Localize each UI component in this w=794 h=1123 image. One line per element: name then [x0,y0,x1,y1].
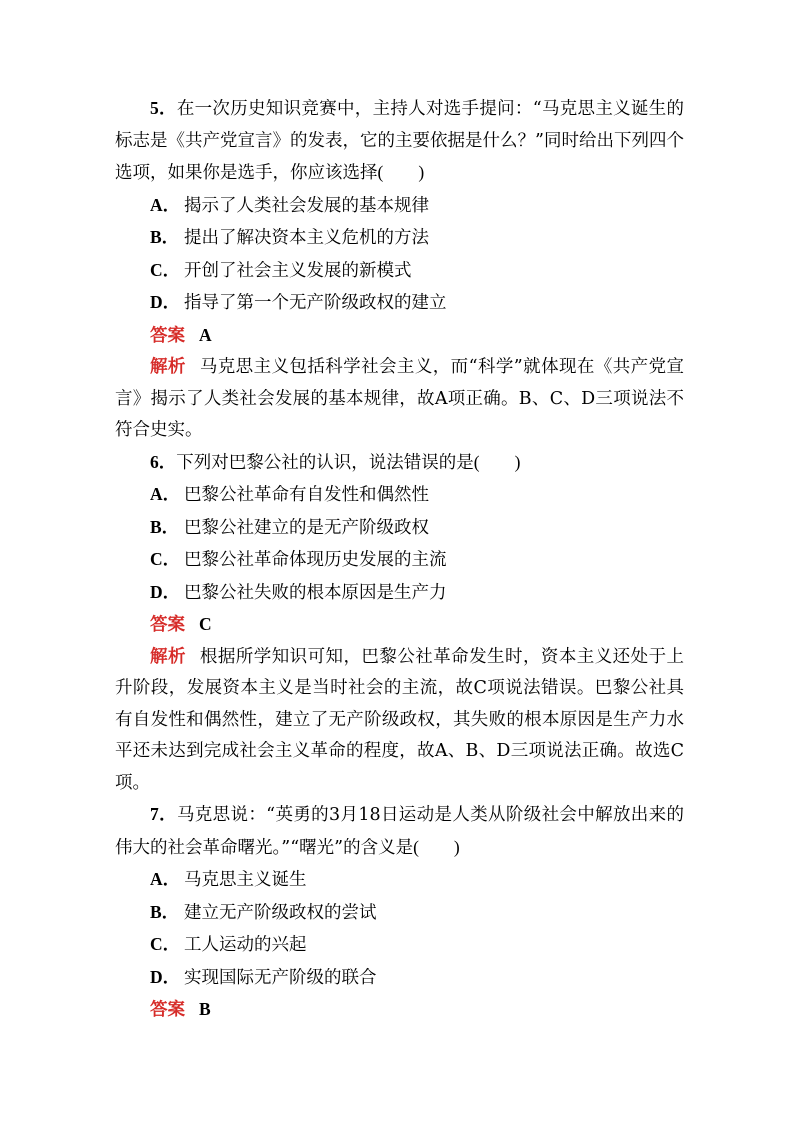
option-text: 马克思主义诞生 [184,870,307,890]
question-6 [115,447,684,800]
option-letter: B． [150,516,180,537]
analysis-text: 根据所学知识可知，巴黎公社革命发生时，资本主义还处于上升阶段，发展资本主义是当时社会的主流，故C项说法错误。巴黎公社具有自发性和偶然性，建立了无产阶级政权，其失败的根本原因是生产力水平还未达到完成社会主义革命的程度，故A、B、D三项说法正确。故选C项。 [115,646,685,793]
option-a [115,479,684,512]
option-text: 工人运动的兴起 [184,935,307,955]
option-letter: C． [150,549,181,569]
option-a [115,190,684,223]
answer-label: 答案 [150,325,185,346]
answer-label: 答案 [150,615,185,635]
option-c [115,544,684,577]
question-stem [115,799,684,864]
option-letter: C． [150,259,181,280]
answer-value: A [199,324,212,345]
option-b [115,897,684,930]
option-text: 巴黎公社建立的是无产阶级政权 [184,517,429,538]
question-text: 下列对巴黎公社的认识，说法错误的是 [176,452,474,473]
option-text: 提出了解决资本主义危机的方法 [184,228,429,248]
analysis-label: 解析 [150,646,186,667]
question-number: 7． [150,804,177,824]
option-text: 建立无产阶级政权的尝试 [184,902,377,923]
option-b [115,222,684,255]
answer-bracket: ( ) [377,162,425,182]
option-text: 实现国际无产阶级的联合 [184,967,377,988]
option-letter: D． [150,966,181,987]
question-number: 5． [150,98,177,118]
option-text: 巴黎公社失败的根本原因是生产力 [184,582,447,603]
answer-bracket: ( ) [413,836,460,857]
analysis-text: 马克思主义包括科学社会主义，而“科学”就体现在《共产党宣言》揭示了人类社会发展的基本规律，故A项正确。B、C、D三项说法不符合史实。 [115,357,684,440]
option-letter: D． [150,292,181,312]
option-a [115,864,684,897]
answer-value: B [199,999,211,1019]
option-d [115,287,684,320]
analysis-label: 解析 [150,357,186,377]
answer-value: C [199,614,212,634]
answer-line [115,320,684,353]
option-letter: D． [150,581,181,602]
option-letter: A． [150,194,181,215]
answer-line [115,609,684,642]
option-letter: A． [150,484,181,504]
question-stem [115,93,684,190]
answer-line [115,994,684,1027]
question-7 [115,799,684,1027]
analysis-paragraph [115,352,684,447]
option-text: 开创了社会主义发展的新模式 [184,260,412,281]
option-letter: C． [150,934,181,954]
document-page [115,93,684,1027]
analysis-paragraph [115,642,684,800]
question-text: 马克思说：“英勇的3月18日运动是人类从阶级社会中解放出来的伟大的社会革命曙光。”“曙光”的含义是 [115,805,684,858]
option-text: 揭示了人类社会发展的基本规律 [184,195,429,216]
question-stem [115,447,684,480]
answer-bracket: ( ) [473,451,521,472]
answer-label: 答案 [150,1000,185,1020]
question-number: 6． [150,451,177,472]
option-d [115,577,684,610]
question-text: 在一次历史知识竞赛中，主持人对选手提问：“马克思主义诞生的标志是《共产党宣言》的发表，它的主要依据是什么？”同时给出下列四个选项，如果你是选手，你应该选择 [115,99,684,183]
question-5 [115,93,684,447]
option-text: 巴黎公社革命有自发性和偶然性 [184,485,429,505]
option-d [115,962,684,995]
option-c [115,255,684,288]
option-c [115,929,684,962]
option-letter: B． [150,227,180,247]
option-letter: A． [150,869,181,889]
option-text: 巴黎公社革命体现历史发展的主流 [184,550,447,570]
option-letter: B． [150,901,180,922]
option-text: 指导了第一个无产阶级政权的建立 [184,293,447,313]
option-b [115,512,684,545]
